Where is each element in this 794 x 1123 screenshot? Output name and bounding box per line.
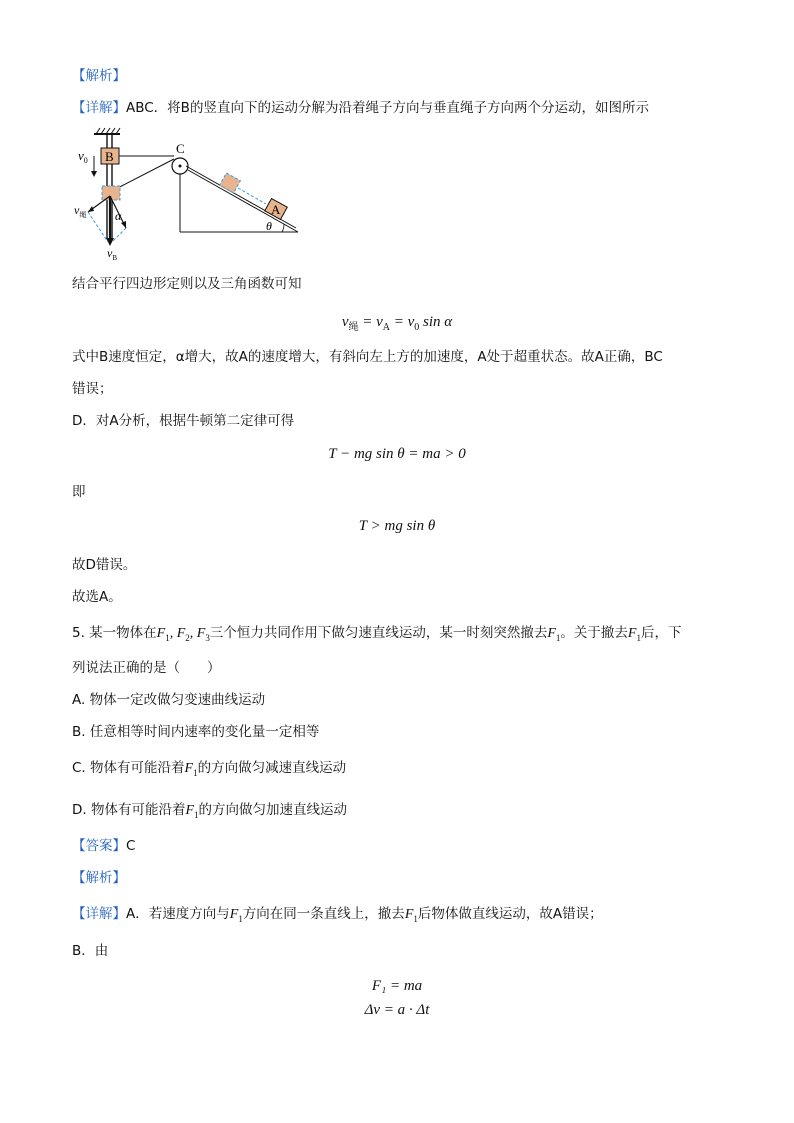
incline-slope [188,170,298,232]
theta-label: θ [266,219,272,233]
formula-f1: F₁ = ma [371,978,423,994]
q5-option-a: A. 物体一定改做匀变速曲线运动 [72,692,266,708]
q5-stem: 5. 某一物体在$F_1$, $F_2$, $F_3$三个恒力共同作用下做匀速直线运动，某一时刻突然撤去$F_1$。关于撤去$F_1$后，下 [72,625,682,643]
q5-detail-a: 【详解】A．若速度方向与$F_1$方向在同一条直线上，撤去$F_1$后物体做直线运动，故A错误； [72,906,603,924]
q5-option-b: B. 任意相等时间内速率的变化量一定相等 [72,724,320,740]
choose-text: 故选A。 [72,589,122,605]
block-b-label: B [105,149,114,164]
v-rope-label: $v_绳$ [74,203,87,219]
v0-label: $v_0$ [78,148,88,165]
formula-delta-v: Δv = a · Δt [364,1002,430,1018]
combine-text: 结合平行四边形定则以及三角函数可知 [72,276,302,292]
explain-line-2: 错误； [72,381,113,397]
physics-figure [70,126,310,266]
q5-option-d: D. 物体有可能沿着$F_1$的方向做匀加速直线运动 [72,802,348,820]
explain-line-1: 式中B速度恒定，α增大，故A的速度增大，有斜向左上方的加速度，A处于超重状态。故A正确，BC [72,349,663,365]
detail-tag: 【详解】 [72,100,126,116]
d-analysis: D．对A分析，根据牛顿第二定律可得 [72,413,295,429]
q5-answer: 【答案】C [72,838,136,854]
formula-velocity: $v_绳 = v_A = v_0$ sin α [341,314,453,333]
block-a-label: A [271,202,281,217]
alpha-label: α [115,209,122,223]
pulley-c-label: C [176,141,185,156]
v-b-label: $v_B$ [107,246,117,262]
analysis-tag: 【解析】 [72,68,126,84]
d-wrong: 故D错误。 [72,557,137,573]
formula-newton: T − mg sin θ = ma > 0 [328,446,466,462]
detail-paragraph [72,98,649,118]
ji-text: 即 [72,484,86,500]
q5-b-line: B．由 [72,943,109,959]
q5-stem-line2: 列说法正确的是（ ） [72,660,221,676]
q5-option-c: C. 物体有可能沿着$F_1$的方向做匀减速直线运动 [72,760,347,778]
q5-analysis-tag: 【解析】 [72,870,126,886]
detail-text: ABC．将B的竖直向下的运动分解为沿着绳子方向与垂直绳子方向两个分运动，如图所示 [126,100,649,116]
formula-tension: T > mg sin θ [358,518,436,534]
